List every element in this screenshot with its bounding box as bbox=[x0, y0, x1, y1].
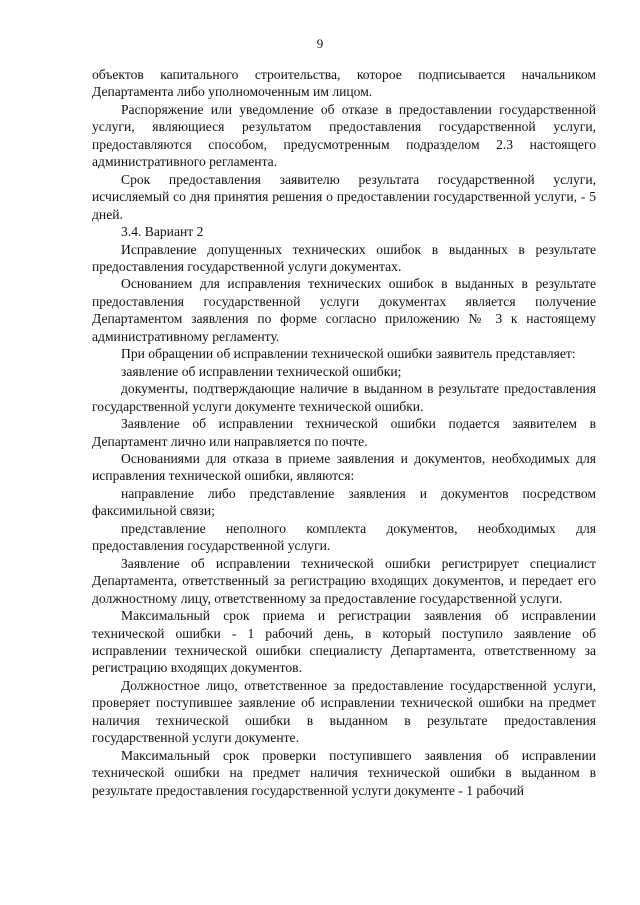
paragraph-refusal-grounds: Основаниями для отказа в приеме заявления и документов, необходимых для исправления технической ошибки, являются: bbox=[92, 450, 596, 484]
paragraph-continuation: объектов капитального строительства, которое подписывается начальником Департамента либо уполномоченным им лицом. bbox=[92, 67, 596, 100]
paragraph-submission-method: Заявление об исправлении технической ошибки подается заявителем в Департамент лично или направляется по почте. bbox=[92, 416, 596, 449]
paragraph-review-deadline: Максимальный срок проверки поступившего заявления об исправлении технической ошибки на предмет наличия технической ошибки в выданном в результате предоставления государственной услуги документе - 1 рабочий bbox=[92, 747, 596, 798]
list-item-application: заявление об исправлении технической ошибки; bbox=[121, 363, 402, 379]
paragraph-grounds-for-correction: Основанием для исправления технических ошибок в выданных в результате предоставления государственной услуги документах является получение Департаментом заявления по форме согласно приложению № 3 к настоящему административному регламенту. bbox=[92, 276, 596, 344]
list-item-supporting-documents: документы, подтверждающие наличие в выданном в результате предоставления государственной услуги документе технической ошибки. bbox=[92, 381, 596, 414]
paragraph-registration-deadline: Максимальный срок приема и регистрации заявления об исправлении технической ошибки - 1 рабочий день, в который поступило заявление об исправлении технической ошибки специалисту Департамента, ответственному за регистрацию входящих документов. bbox=[92, 608, 596, 676]
paragraph-result-deadline: Срок предоставления заявителю результата государственной услуги, исчисляемый со дня принятия решения о предоставлении государственной услуги, - 5 дней. bbox=[92, 171, 596, 222]
list-item-fax-submission: направление либо представление заявления и документов посредством факсимильной связи; bbox=[92, 485, 596, 519]
list-item-incomplete-set: представление неполного комплекта документов, необходимых для предоставления государственной услуги. bbox=[92, 520, 596, 554]
paragraph-registration: Заявление об исправлении технической ошибки регистрирует специалист Департамента, ответственный за регистрацию входящих документов, и передает его должностному лицу, ответственному за предоставление государственной услуги. bbox=[92, 555, 596, 606]
paragraph-official-review: Должностное лицо, ответственное за предоставление государственной услуги, проверяет поступившее заявление об исправлении технической ошибки на предмет наличия технической ошибки в выданном в результате предоставления государственной услуги документе. bbox=[92, 677, 596, 746]
section-heading-variant-2: 3.4. Вариант 2 bbox=[121, 224, 204, 240]
paragraph-error-correction: Исправление допущенных технических ошибок в выданных в результате предоставления государственной услуги документах. bbox=[92, 241, 596, 274]
page-number: 9 bbox=[316, 36, 324, 51]
paragraph-refusal-notice: Распоряжение или уведомление об отказе в предоставлении государственной услуги, являющиеся результатом предоставления государственной услуги, предоставляются способом, предусмотренным подразделом 2.3 настоящего административного регламента. bbox=[92, 101, 596, 170]
paragraph-applicant-submits: При обращении об исправлении технической ошибки заявитель представляет: bbox=[121, 346, 576, 362]
document-body bbox=[92, 66, 596, 799]
